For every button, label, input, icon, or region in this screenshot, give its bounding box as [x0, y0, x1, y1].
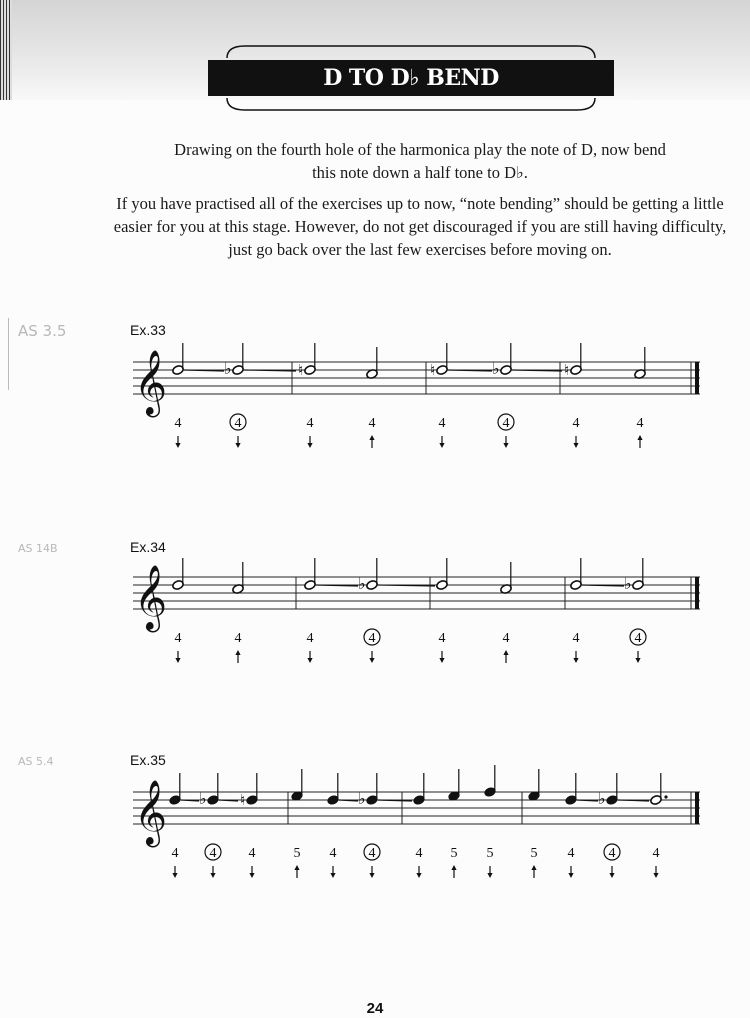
draw-arrow-icon [635, 658, 640, 663]
draw-arrow-icon [175, 443, 180, 448]
final-barline-thick [695, 792, 699, 824]
draw-arrow-icon [210, 873, 215, 878]
draw-arrow-icon [487, 873, 492, 878]
music-staff-ex33 [0, 340, 750, 470]
harmonica-hole-number: 4 [502, 416, 510, 431]
harmonica-hole-number: 4 [368, 416, 376, 431]
final-barline-thick [695, 577, 699, 609]
treble-clef: 𝄞 [134, 565, 168, 630]
harmonica-hole-number: 4 [438, 416, 446, 431]
harmonica-hole-number: 5 [450, 846, 458, 861]
blow-arrow-icon [369, 435, 374, 440]
draw-arrow-icon [330, 873, 335, 878]
intro-paragraph: If you have practised all of the exercises up to now, “note bending” should be getting a little easier for you at this stage. However, do not get discouraged if you are still having difficulty, just go back over the last few exercises before moving on. [113, 194, 727, 259]
flat-sign: ♭ [224, 359, 232, 378]
harmonica-hole-number: 4 [636, 416, 644, 431]
flat-sign: ♭ [624, 574, 632, 593]
harmonica-hole-number: 4 [174, 416, 182, 431]
flat-sign: ♭ [358, 574, 366, 593]
draw-arrow-icon [307, 443, 312, 448]
draw-arrow-icon [369, 658, 374, 663]
harmonica-hole-number: 4 [329, 846, 337, 861]
final-barline-thick [695, 362, 699, 394]
harmonica-hole-number: 4 [174, 631, 182, 646]
draw-arrow-icon [609, 873, 614, 878]
harmonica-hole-number: 4 [234, 416, 242, 431]
draw-arrow-icon [653, 873, 658, 878]
blow-arrow-icon [451, 865, 456, 870]
harmonica-hole-number: 4 [438, 631, 446, 646]
flat-sign: ♭ [199, 789, 207, 808]
treble-clef: 𝄞 [134, 350, 168, 415]
harmonica-hole-number: 4 [368, 631, 376, 646]
blow-arrow-icon [235, 650, 240, 655]
intro-text [100, 138, 740, 269]
harmonica-hole-number: 4 [306, 631, 314, 646]
page-number: 24 [366, 1000, 384, 1017]
harmonica-hole-number: 4 [234, 631, 242, 646]
harmonica-hole-number: 4 [572, 631, 580, 646]
harmonica-hole-number: 4 [368, 846, 376, 861]
flat-sign: ♭ [598, 789, 606, 808]
harmonica-hole-number: 4 [171, 846, 179, 861]
harmonica-hole-number: 4 [652, 846, 660, 861]
flat-sign: ♭ [358, 789, 366, 808]
title-suffix: BEND [419, 65, 499, 91]
pencil-mark: AS 5.4 [18, 755, 54, 768]
flat-sign: ♭ [492, 359, 500, 378]
harmonica-hole-number: 4 [209, 846, 217, 861]
music-staff-ex35 [0, 770, 750, 900]
page-title [208, 60, 614, 96]
pencil-mark: AS 3.5 [18, 322, 67, 340]
harmonica-hole-number: 4 [248, 846, 256, 861]
exercise-label: Ex.34 [130, 539, 166, 555]
draw-arrow-icon [307, 658, 312, 663]
augmentation-dot [664, 795, 667, 798]
draw-arrow-icon [369, 873, 374, 878]
draw-arrow-icon [439, 658, 444, 663]
natural-sign: ♮ [430, 361, 436, 379]
exercise-label: Ex.35 [130, 752, 166, 768]
harmonica-hole-number: 4 [572, 416, 580, 431]
book-binding [0, 0, 12, 100]
harmonica-hole-number: 4 [415, 846, 423, 861]
natural-sign: ♮ [298, 361, 304, 379]
draw-arrow-icon [568, 873, 573, 878]
blow-arrow-icon [637, 435, 642, 440]
harmonica-hole-number: 4 [502, 631, 510, 646]
harmonica-hole-number: 4 [567, 846, 575, 861]
draw-arrow-icon [235, 443, 240, 448]
draw-arrow-icon [503, 443, 508, 448]
draw-arrow-icon [416, 873, 421, 878]
harmonica-hole-number: 5 [530, 846, 538, 861]
intro-paragraph: Drawing on the fourth hole of the harmonica play the note of D, now bend this note down a half tone to D♭. [174, 140, 666, 182]
harmonica-hole-number: 5 [293, 846, 301, 861]
harmonica-hole-number: 4 [306, 416, 314, 431]
draw-arrow-icon [175, 658, 180, 663]
title-flat-sign: ♭ [409, 65, 420, 91]
draw-arrow-icon [172, 873, 177, 878]
exercise-label: Ex.33 [130, 322, 166, 338]
music-staff-ex34 [0, 555, 750, 685]
blow-arrow-icon [294, 865, 299, 870]
harmonica-hole-number: 4 [634, 631, 642, 646]
draw-arrow-icon [249, 873, 254, 878]
title-prefix: D TO D [323, 65, 410, 91]
harmonica-hole-number: 5 [486, 846, 494, 861]
draw-arrow-icon [573, 443, 578, 448]
harmonica-hole-number: 4 [608, 846, 616, 861]
pencil-mark: AS 14B [18, 542, 58, 555]
natural-sign: ♮ [240, 791, 246, 809]
draw-arrow-icon [573, 658, 578, 663]
natural-sign: ♮ [564, 361, 570, 379]
treble-clef: 𝄞 [134, 780, 168, 845]
blow-arrow-icon [503, 650, 508, 655]
draw-arrow-icon [439, 443, 444, 448]
blow-arrow-icon [531, 865, 536, 870]
